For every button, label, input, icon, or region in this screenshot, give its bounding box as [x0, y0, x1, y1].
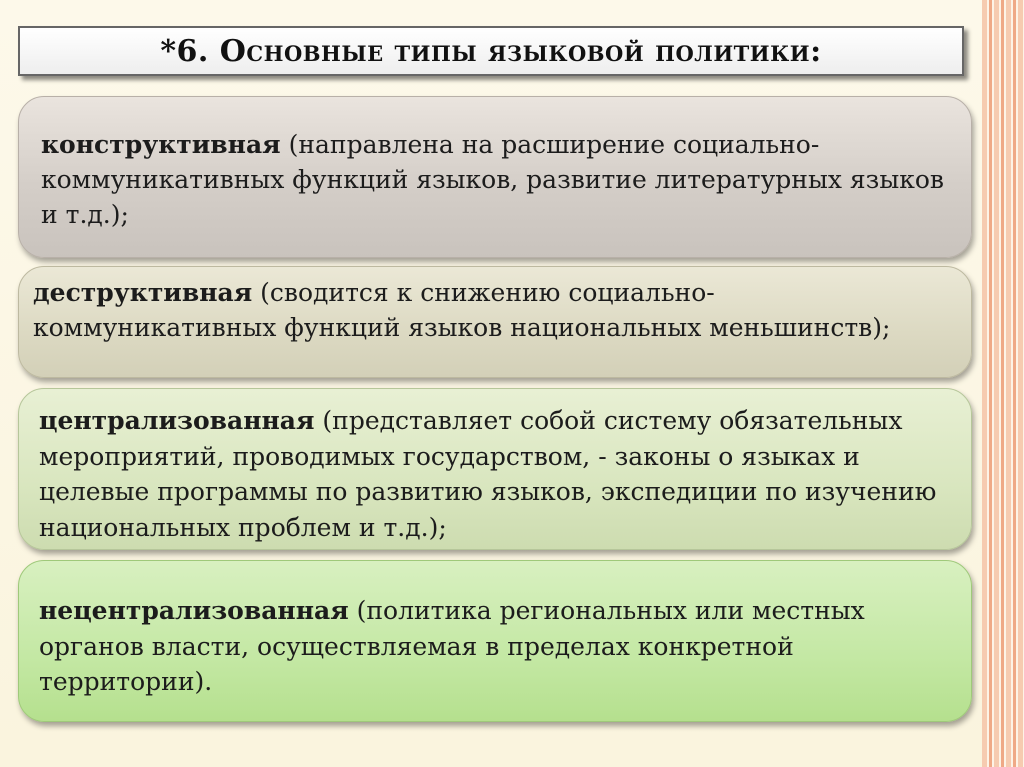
policy-description: (сводится к снижению социально-коммуникативных функций языков национальных меньшинств); — [33, 278, 891, 342]
policy-type-card-centralized — [18, 388, 972, 550]
policy-term: конструктивная — [41, 130, 281, 159]
policy-term: деструктивная — [33, 278, 253, 307]
slide-title-box — [18, 26, 964, 76]
policy-type-card-decentralized — [18, 560, 972, 722]
policy-description: (представляет собой систему обязательных мероприятий, проводимых государством, - законы о языках и целевые программы по развитию языков, экспедиции по изучению национальных проблем и т.д.); — [39, 406, 937, 542]
policy-type-card-destructive — [18, 266, 972, 378]
decorative-stripes — [982, 0, 1024, 767]
policy-term: централизованная — [39, 406, 315, 435]
policy-term: нецентрализованная — [39, 596, 349, 625]
policy-description: (политика региональных или местных органов власти, осуществляемая в пределах конкретной территории). — [39, 596, 865, 696]
policy-type-card-constructive — [18, 96, 972, 258]
slide-title: *6. Основные типы языковой политики: — [160, 33, 822, 69]
policy-description: (направлена на расширение социально-коммуникативных функций языков, развитие литературных языков и т.д.); — [41, 130, 944, 229]
